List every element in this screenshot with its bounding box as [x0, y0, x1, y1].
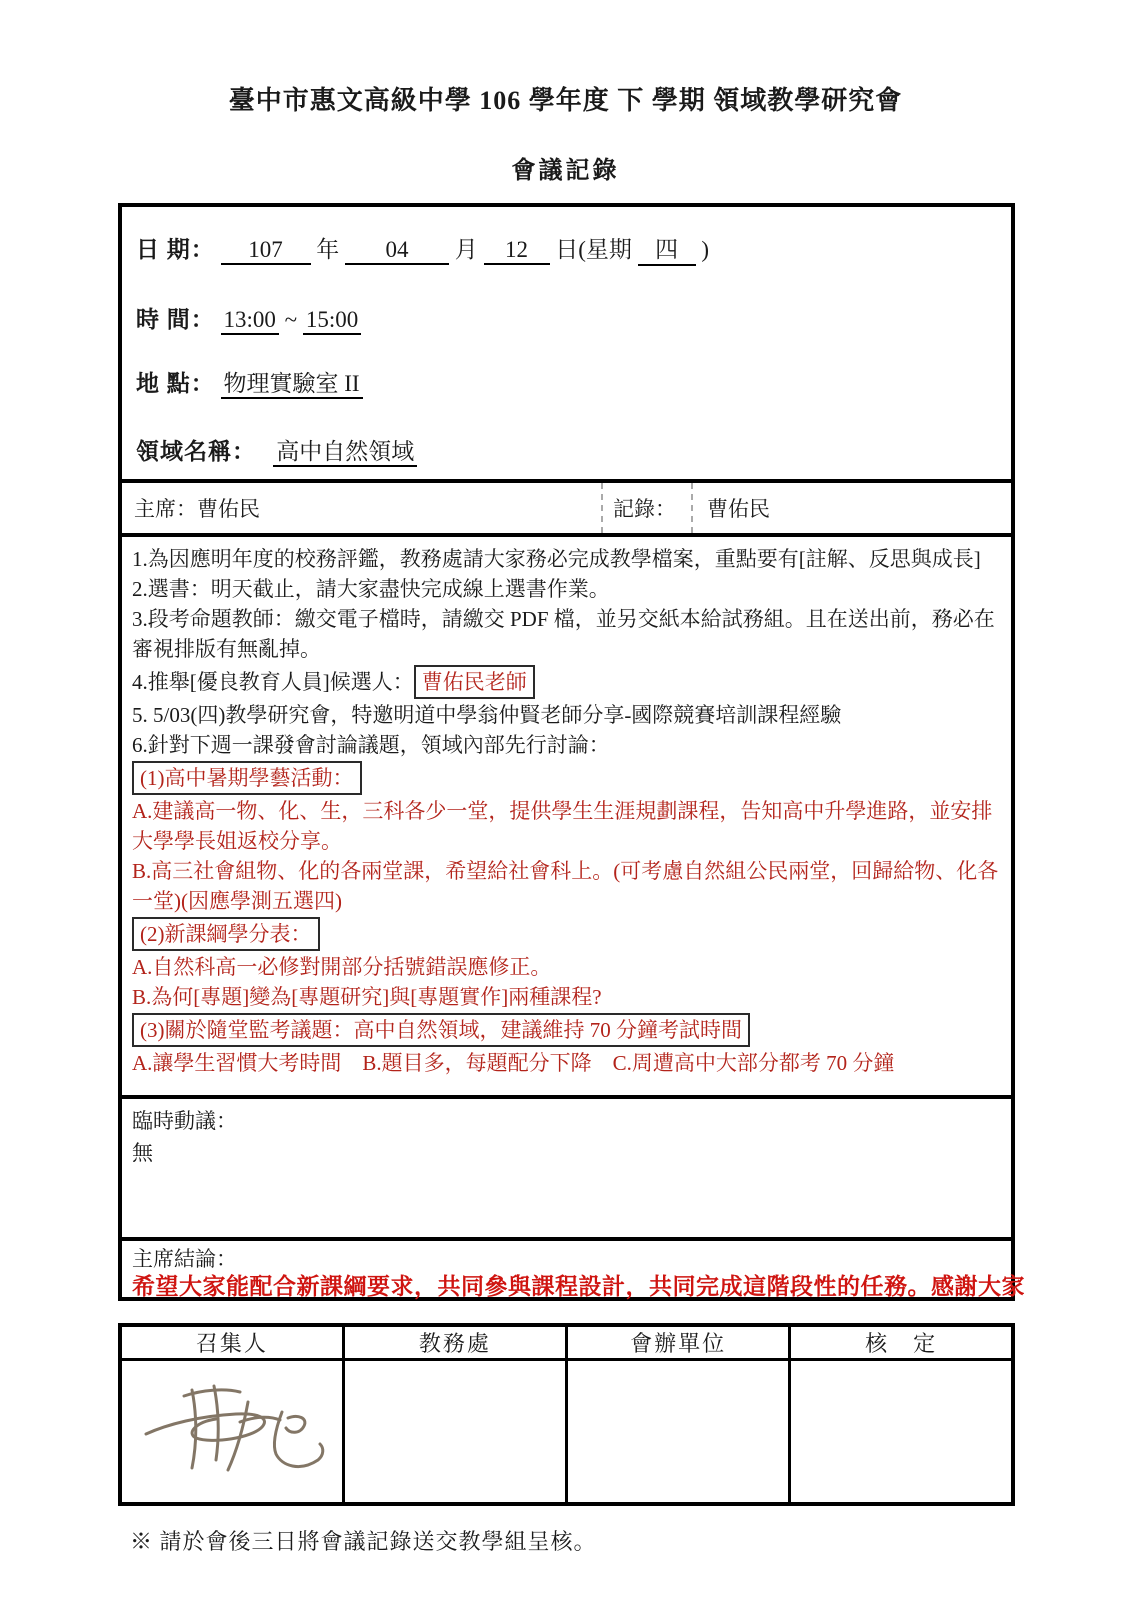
co-organizer-cell [567, 1360, 790, 1504]
highlighted-minute-text: (1)高中暑期學藝活動： [132, 761, 362, 795]
domain-line [136, 433, 417, 466]
page-subtitle: 會議記錄 [511, 158, 620, 184]
minute-text: B.為何[專題]變為[專題研究]與[專題實作]兩種課程? [132, 985, 602, 1009]
minute-line [132, 856, 1001, 916]
date-close-paren: ) [701, 237, 710, 262]
minute-line [132, 760, 1001, 796]
minute-line [132, 1048, 1001, 1078]
chair-recorder-row [122, 479, 1011, 533]
signoff-header-row [120, 1325, 1013, 1360]
minute-text: 2.選書：明天截止，請大家盡快完成線上選書作業。 [132, 577, 610, 601]
domain-value: 高中自然領域 [273, 439, 417, 467]
minute-line [132, 1012, 1001, 1048]
location-label: 地 點： [136, 371, 215, 396]
minute-line [132, 544, 1001, 574]
signoff-table [118, 1323, 1015, 1506]
time-start-value: 13:00 [221, 307, 279, 335]
chair-name: 曹佑民 [197, 497, 260, 521]
minute-line [132, 664, 1001, 700]
date-weekday-prefix: 日(星期 [555, 237, 632, 262]
page-title: 臺中市惠文高級中學 106 學年度 下 學期 領域教學研究會 [228, 86, 903, 115]
footer-note: ※ 請於會後三日將會議記錄送交教學組呈核。 [130, 1529, 597, 1554]
date-year-suffix: 年 [316, 237, 340, 262]
chair-cell [122, 493, 601, 523]
recorder-label: 記錄： [613, 497, 676, 521]
handwritten-signature [140, 1372, 330, 1492]
motions-label: 臨時動議： [132, 1109, 237, 1133]
minute-text: B.高三社會組物、化的各兩堂課，希望給社會科上。(可考慮自然組公民兩堂，回歸給物、化各一堂)(因應學測五選四) [132, 859, 999, 913]
minute-text: A.讓學生習慣大考時間 B.題目多，每題配分下降 C.周遭高中大部分都考 70 分鐘 [132, 1051, 895, 1075]
minute-text: 1.為因應明年度的校務評鑑，教務處請大家務必完成教學檔案，重點要有[註解、反思與成長] [132, 547, 981, 571]
date-day-value: 12 [484, 237, 550, 265]
motions-section [122, 1095, 1011, 1237]
date-year-value: 107 [221, 237, 311, 265]
academic-affairs-cell [343, 1360, 566, 1504]
minute-line [132, 700, 1001, 730]
recorder-name: 曹佑民 [707, 497, 770, 521]
time-label: 時 間： [136, 307, 215, 332]
time-line [136, 301, 361, 334]
time-separator: ~ [284, 307, 298, 332]
meeting-form-table [118, 203, 1025, 1301]
minute-line [132, 796, 1001, 856]
date-month-suffix: 月 [454, 237, 478, 262]
minute-text: 6.針對下週一課發會討論議題，領域內部先行討論： [132, 733, 610, 757]
minute-line [132, 574, 1001, 604]
signoff-col-academic-affairs: 教務處 [343, 1325, 566, 1360]
date-month-value: 04 [345, 237, 449, 265]
conclusion-section [122, 1237, 1025, 1299]
highlighted-minute-text: (2)新課綱學分表： [132, 917, 320, 951]
minute-line [132, 730, 1001, 760]
chair-label: 主席： [134, 497, 197, 521]
minute-text: A.建議高一物、化、生，三科各少一堂，提供學生生涯規劃課程，告知高中升學進路，並安排大學學長姐返校分享。 [132, 799, 993, 853]
date-line [136, 231, 709, 266]
highlighted-minute-text: (3)關於隨堂監考議題：高中自然領域，建議維持 70 分鐘考試時間 [132, 1013, 750, 1047]
recorder-name-cell [693, 493, 1011, 523]
signoff-col-co-organizer: 會辦單位 [567, 1325, 790, 1360]
convener-signature-cell [120, 1360, 343, 1504]
info-section [122, 207, 1011, 479]
recorder-label-cell [601, 483, 693, 533]
discussion-section [122, 533, 1011, 1095]
minute-line [132, 604, 1001, 664]
minute-text: A.自然科高一必修對開部分括號錯誤應修正。 [132, 955, 552, 979]
signoff-col-convener: 召集人 [120, 1325, 343, 1360]
minute-text: 4.推舉[優良教育人員]候選人： [132, 670, 414, 694]
minute-text: 3.段考命題教師：繳交電子檔時，請繳交 PDF 檔，並另交紙本給試務組。且在送出前，務必在審視排版有無亂掉。 [132, 607, 995, 661]
date-label: 日 期： [136, 237, 215, 262]
domain-label: 領域名稱： [136, 439, 256, 464]
conclusion-text: 希望大家能配合新課綱要求，共同參與課程設計，共同完成這階段性的任務。感謝大家 [132, 1274, 1025, 1299]
location-value: 物理實驗室 II [221, 371, 363, 399]
highlighted-minute-text: 曹佑民老師 [414, 665, 535, 699]
motions-value: 無 [132, 1141, 153, 1165]
location-line [136, 365, 363, 398]
minute-line [132, 982, 1001, 1012]
minute-line [132, 916, 1001, 952]
minute-text: 5. 5/03(四)教學研究會，特邀明道中學翁仲賢老師分享-國際競賽培訓課程經驗 [132, 703, 842, 727]
signoff-col-approval: 核 定 [790, 1325, 1013, 1360]
conclusion-label: 主席結論： [132, 1247, 237, 1271]
date-weekday-value: 四 [638, 231, 696, 266]
signoff-signature-row [120, 1360, 1013, 1504]
minute-line [132, 952, 1001, 982]
time-end-value: 15:00 [303, 307, 361, 335]
approval-cell [790, 1360, 1013, 1504]
